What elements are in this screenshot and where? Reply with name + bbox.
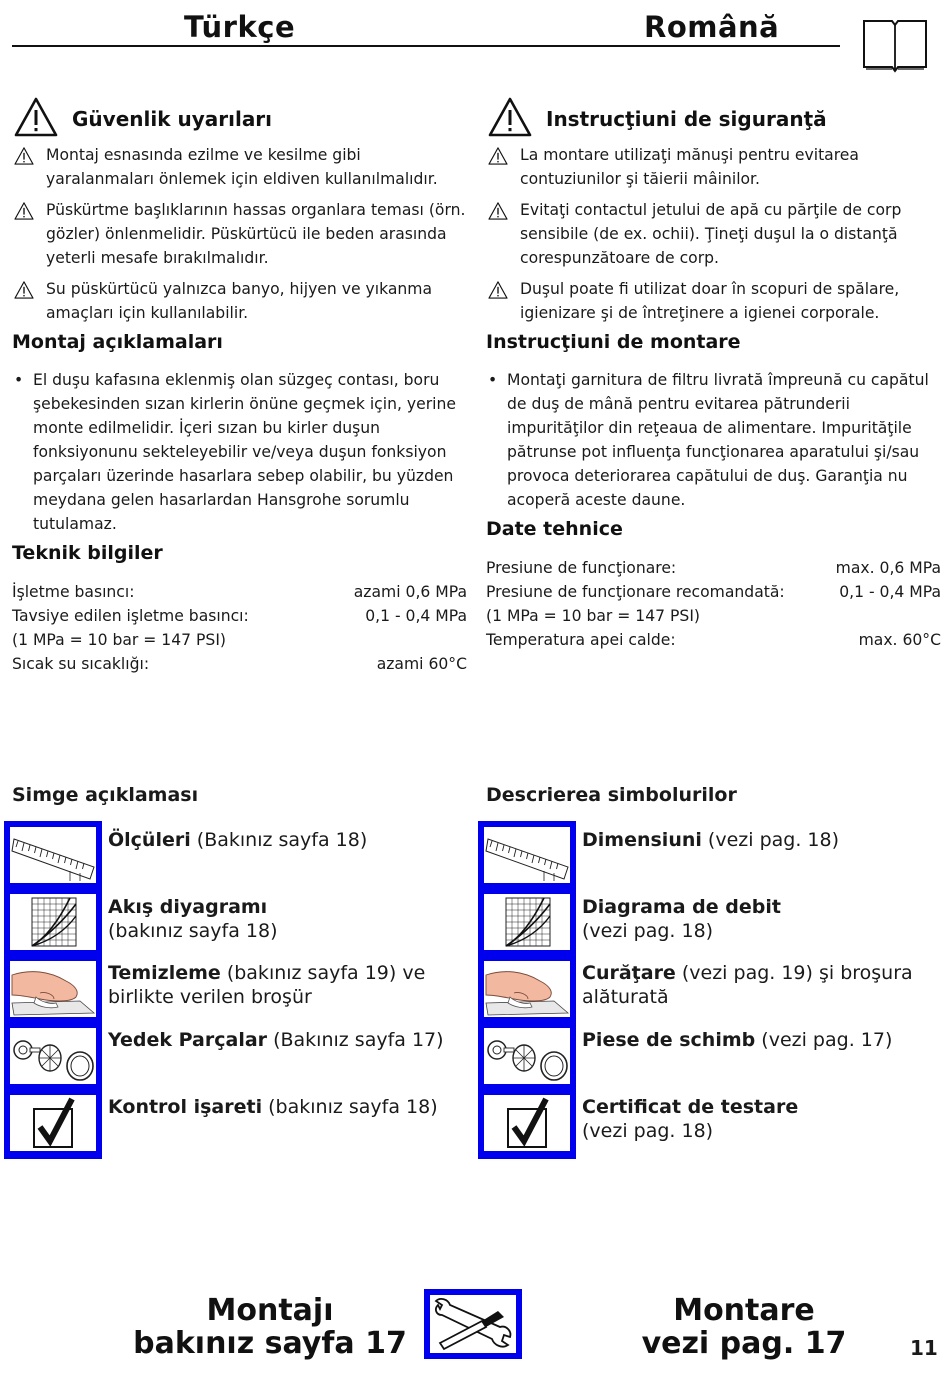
- mount-title: Instrucţiuni de montare: [486, 331, 741, 353]
- safety-item: Su püskürtücü yalnızca banyo, hijyen ve yıkanma amaçları için kullanılabilir.: [12, 277, 467, 325]
- mount-text: • Montaţi garnitura de filtru livrată împreună cu capătul de duş de mână pentru evitarea pătrunderii impurităţilor din reţeaua de alimentare. Impurităţile pătrunse pot influenţa funcţionarea aparatului şi/sau provoca deteriorarea capătului de duş. Garanţia nu acoperă aceste daune.: [486, 368, 941, 512]
- safety-item: Montaj esnasında ezilme ve kesilme gibi yaralanmaları önlemek için eldiven kullanılmalıdır.: [12, 143, 467, 191]
- header-divider: [12, 45, 840, 47]
- safety-title: Instrucţiuni de siguranţă: [546, 107, 827, 131]
- tech-title: Teknik bilgiler: [12, 542, 163, 564]
- flow-diagram-icon: [10, 894, 96, 950]
- spare-parts-icon: [10, 1028, 96, 1084]
- tech-row: Tavsiye edilen işletme basıncı: 0,1 - 0,4 MPa: [12, 607, 467, 625]
- page-number: 11: [910, 1336, 938, 1360]
- safety-item: Duşul poate fi utilizat doar în scopuri de spălare, igienizare şi de întreţinere a igienei corporale.: [486, 277, 941, 325]
- warning-icon: [488, 202, 508, 220]
- flow-diagram-icon: [484, 894, 570, 950]
- spare-parts-icon: [484, 1028, 570, 1084]
- symbol-desc: Akış diyagramı (bakınız sayfa 18): [108, 896, 278, 942]
- tech-row: Sıcak su sıcaklığı: azami 60°C: [12, 655, 467, 673]
- tech-row: Temperatura apei calde: max. 60°C: [486, 631, 941, 649]
- symbol-desc: Temizleme (bakınız sayfa 19) ve birlikte verilen broşür: [108, 962, 426, 1008]
- safety-item: Püskürtme başlıklarının hassas organlara teması (örn. gözler) önlenmelidir. Püskürtücü ile beden arasında yeterli mesafe bırakılmalıdır.: [12, 198, 467, 270]
- checkmark-icon: [484, 1095, 570, 1151]
- symbol-desc: Piese de schimb (vezi pag. 17): [582, 1029, 893, 1051]
- warning-icon: [14, 202, 34, 220]
- warning-icon: [488, 281, 508, 299]
- symbols-title: Simge açıklaması: [12, 784, 199, 806]
- footer-mount-ro: Montare vezi pag. 17: [641, 1293, 847, 1361]
- warning-icon: [14, 97, 58, 137]
- warning-icon: [14, 281, 34, 299]
- warning-icon: [488, 147, 508, 165]
- footer-mount-tr: Montajı bakınız sayfa 17: [133, 1293, 407, 1361]
- safety-header: [486, 95, 941, 139]
- symbol-desc: Certificat de testare (vezi pag. 18): [582, 1096, 799, 1142]
- tech-row: Presiune de funcţionare: max. 0,6 MPa: [486, 559, 941, 577]
- symbol-desc: Kontrol işareti (bakınız sayfa 18): [108, 1096, 438, 1118]
- symbol-desc: Ölçüleri (Bakınız sayfa 18): [108, 829, 368, 851]
- title-romanian: Română: [644, 10, 780, 44]
- symbols-title: Descrierea simbolurilor: [486, 784, 737, 806]
- cleaning-hand-icon: [484, 961, 570, 1017]
- tools-icon: [430, 1295, 516, 1353]
- romanian-column: [486, 95, 941, 652]
- warning-icon: [14, 147, 34, 165]
- mount-title: Montaj açıklamaları: [12, 331, 223, 353]
- symbol-strip: [4, 821, 102, 1159]
- mount-text: • El duşu kafasına eklenmiş olan süzgeç contası, boru şebekesinden sızan kirlerin önüne geçmek için, yerine monte edilmelidir. İçeri sızan bu kirler duşun fonksiyonunu sekteleyebilir ve/veya duşun fonksiyon parçaları üzerinde hasarlara sebep olabilir, bu yüzden meydana gelen hasarlardan Hansgrohe sorumlu tutulamaz.: [12, 368, 467, 536]
- tech-row: İşletme basıncı: azami 0,6 MPa: [12, 583, 467, 601]
- tech-title: Date tehnice: [486, 518, 623, 540]
- safety-header: [12, 95, 467, 139]
- tech-row: (1 MPa = 10 bar = 147 PSI): [12, 631, 227, 649]
- ruler-icon: [10, 827, 96, 883]
- warning-icon: [488, 97, 532, 137]
- turkish-column: [12, 95, 467, 676]
- symbol-strip: [478, 821, 576, 1159]
- safety-title: Güvenlik uyarıları: [72, 107, 273, 131]
- tools-icon-frame: [424, 1289, 522, 1359]
- safety-item: La montare utilizaţi mănuşi pentru evitarea contuziunilor şi tăierii mâinilor.: [486, 143, 941, 191]
- manual-book-icon: [862, 17, 928, 73]
- title-turkish: Türkçe: [184, 10, 296, 44]
- safety-item: Evitaţi contactul jetului de apă cu părţile de corp sensibile (de ex. ochii). Ţineţi duşul la o distanţă corespunzătoare de corp.: [486, 198, 941, 270]
- symbol-desc: Yedek Parçalar (Bakınız sayfa 17): [108, 1029, 444, 1051]
- symbol-desc: Curăţare (vezi pag. 19) şi broşura alăturată: [582, 962, 913, 1008]
- symbol-desc: Dimensiuni (vezi pag. 18): [582, 829, 840, 851]
- checkmark-icon: [10, 1095, 96, 1151]
- tech-row: Presiune de funcţionare recomandată: 0,1 - 0,4 MPa: [486, 583, 941, 601]
- ruler-icon: [484, 827, 570, 883]
- cleaning-hand-icon: [10, 961, 96, 1017]
- tech-row: (1 MPa = 10 bar = 147 PSI): [486, 607, 701, 625]
- symbol-desc: Diagrama de debit (vezi pag. 18): [582, 896, 781, 942]
